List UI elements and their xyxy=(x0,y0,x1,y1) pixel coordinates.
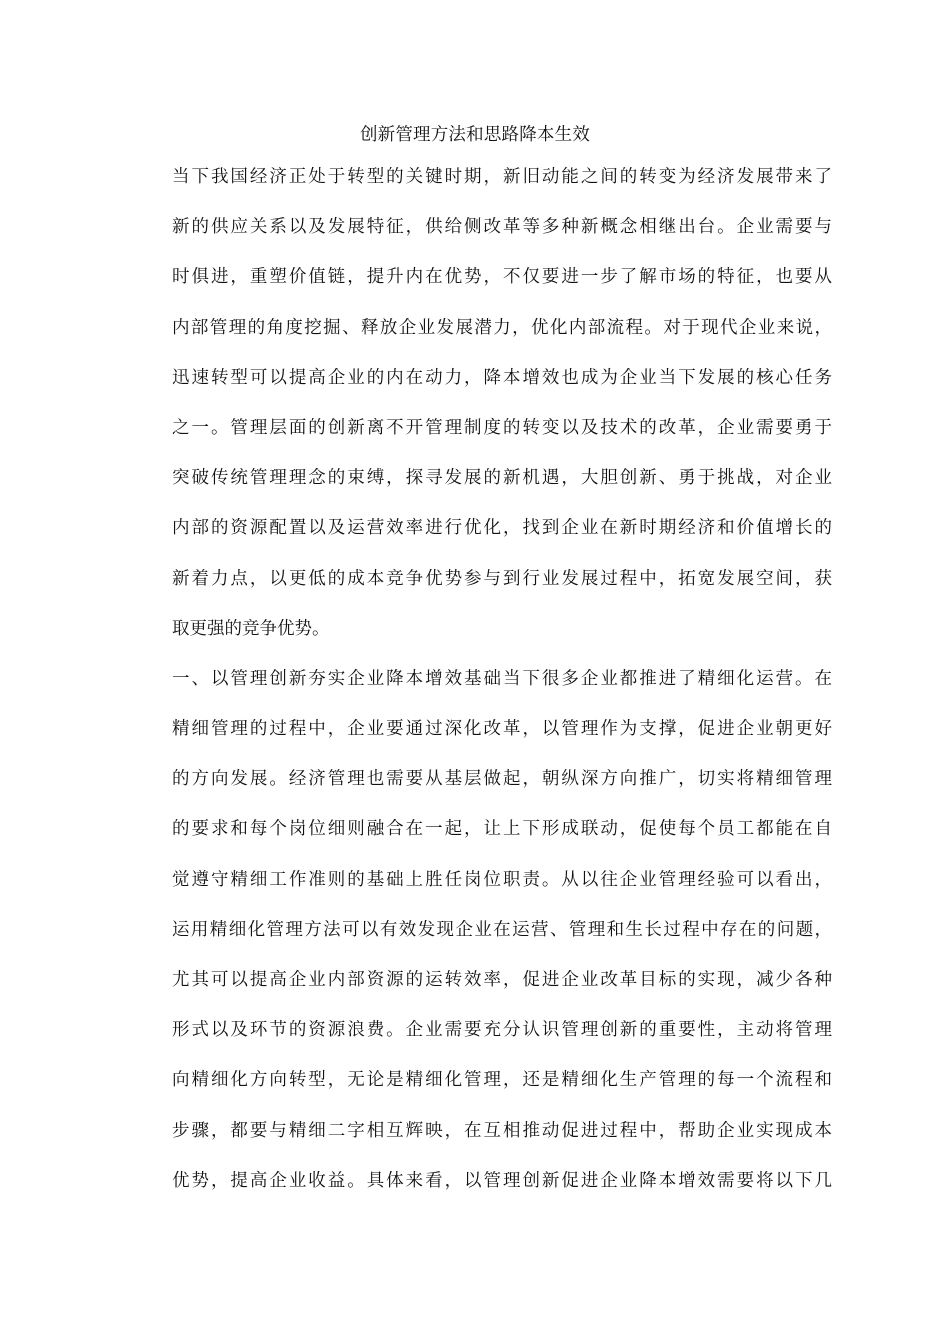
body-line: 新着力点，以更低的成本竞争优势参与到行业发展过程中，拓宽发展空间，获 xyxy=(172,568,832,589)
body-line: 步骤，都要与精细二字相互辉映，在互相推动促进过程中，帮助企业实现成本 xyxy=(172,1120,832,1141)
body-line: 当下我国经济正处于转型的关键时期，新旧动能之间的转变为经济发展带来了 xyxy=(172,167,832,187)
body-line: 取更强的竞争优势。 xyxy=(172,618,330,639)
body-line: 觉遵守精细工作准则的基础上胜任岗位职责。从以往企业管理经验可以看出， xyxy=(172,869,832,890)
body-line: 形式以及环节的资源浪费。企业需要充分认识管理创新的重要性，主动将管理 xyxy=(172,1020,832,1041)
body-line: 新的供应关系以及发展特征，供给侧改革等多种新概念相继出台。企业需要与 xyxy=(172,217,832,238)
body-line: 之一。管理层面的创新离不开管理制度的转变以及技术的改革，企业需要勇于 xyxy=(172,417,832,438)
body-line: 突破传统管理理念的束缚，探寻发展的新机遇，大胆创新、勇于挑战，对企业 xyxy=(172,468,832,489)
body-line: 时俱进，重塑价值链，提升内在优势，不仅要进一步了解市场的特征，也要从 xyxy=(172,267,832,288)
body-line: 优势，提高企业收益。具体来看，以管理创新促进企业降本增效需要将以下几 xyxy=(172,1170,832,1191)
body-line: 的方向发展。经济管理也需要从基层做起，朝纵深方向推广，切实将精细管理 xyxy=(172,769,832,790)
body-line: 向精细化方向转型，无论是精细化管理，还是精细化生产管理的每一个流程和 xyxy=(172,1070,832,1091)
body-line: 的要求和每个岗位细则融合在一起，让上下形成联动，促使每个员工都能在自 xyxy=(172,819,832,840)
body-line: 精细管理的过程中，企业要通过深化改革，以管理作为支撑，促进企业朝更好 xyxy=(172,719,832,740)
body-line: 运用精细化管理方法可以有效发现企业在运营、管理和生长过程中存在的问题， xyxy=(172,919,832,940)
body-line: 内部的资源配置以及运营效率进行优化，找到企业在新时期经济和价值增长的 xyxy=(172,518,832,539)
document-body xyxy=(172,162,832,1216)
document-title: 创新管理方法和思路降本生效 xyxy=(359,125,591,145)
body-line: 内部管理的角度挖掘、释放企业发展潜力，优化内部流程。对于现代企业来说， xyxy=(172,317,832,338)
body-line: 迅速转型可以提高企业的内在动力，降本增效也成为企业当下发展的核心任务 xyxy=(172,367,832,388)
body-line: 一、以管理创新夯实企业降本增效基础当下很多企业都推进了精细化运营。在 xyxy=(172,668,832,689)
body-line: 尤其可以提高企业内部资源的运转效率，促进企业改革目标的实现，减少各种 xyxy=(172,970,832,990)
